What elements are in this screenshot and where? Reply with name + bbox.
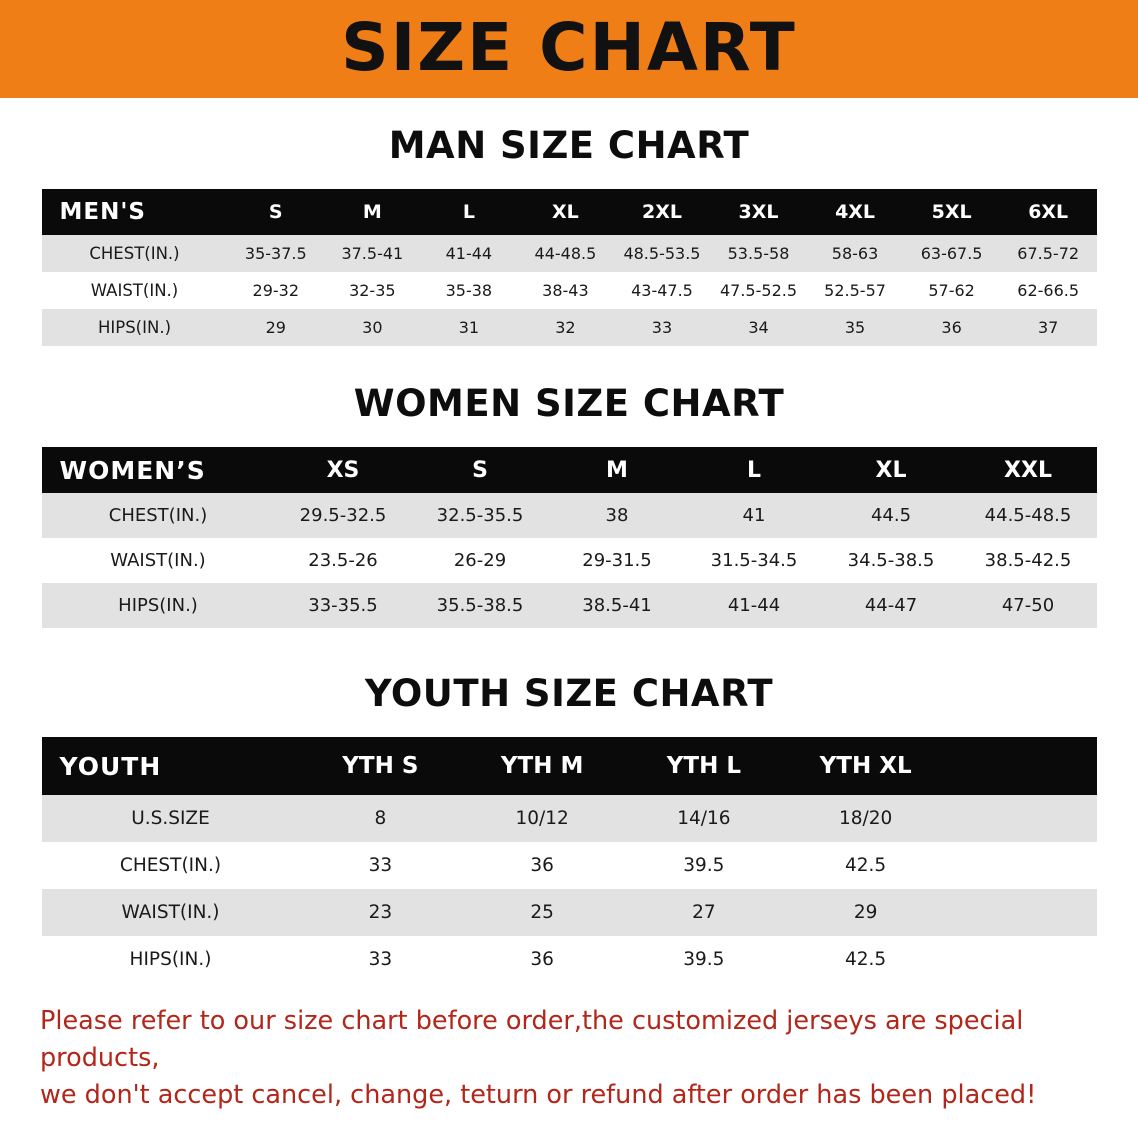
notice-line-2: we don't accept cancel, change, teturn or refund after order has been placed! bbox=[40, 1079, 1037, 1110]
youth-row-0-label: U.S.SIZE bbox=[131, 808, 210, 829]
table-row bbox=[42, 235, 1097, 272]
man-cell-0-1: 37.5-41 bbox=[341, 244, 404, 263]
table-row bbox=[42, 493, 1097, 538]
youth-cell-0-2: 14/16 bbox=[677, 808, 731, 829]
youth-section-title: YOUTH SIZE CHART bbox=[364, 672, 774, 715]
women-chart-wrap bbox=[0, 425, 1138, 628]
table-header-row bbox=[42, 737, 1097, 795]
youth-col-spacer bbox=[947, 737, 1097, 795]
women-cell-2-0: 33-35.5 bbox=[308, 595, 378, 616]
man-row-1-label: WAIST(IN.) bbox=[90, 281, 179, 300]
man-cell-1-4: 43-47.5 bbox=[631, 281, 693, 300]
page-title: SIZE CHART bbox=[341, 9, 797, 86]
women-row-1-label: WAIST(IN.) bbox=[110, 550, 206, 571]
women-col-0: XS bbox=[275, 447, 412, 493]
youth-col-2: YTH L bbox=[623, 737, 785, 795]
women-size-table bbox=[42, 447, 1097, 628]
women-col-2: M bbox=[549, 447, 686, 493]
youth-cell-2-1: 25 bbox=[530, 902, 554, 923]
youth-cell-1-0: 33 bbox=[368, 855, 393, 876]
youth-row-1-label: CHEST(IN.) bbox=[119, 855, 222, 876]
table-row bbox=[42, 842, 1097, 889]
women-cell-0-4: 44.5 bbox=[870, 505, 912, 526]
youth-cell-1-spacer bbox=[947, 842, 1097, 889]
table-header-row bbox=[42, 447, 1097, 493]
women-cell-2-5: 47-50 bbox=[1001, 595, 1055, 616]
youth-cell-3-0: 33 bbox=[368, 949, 393, 970]
man-cell-2-6: 35 bbox=[844, 318, 866, 337]
youth-cell-2-spacer bbox=[947, 889, 1097, 936]
man-size-table bbox=[42, 189, 1097, 346]
youth-cell-1-3: 42.5 bbox=[845, 855, 887, 876]
women-cell-2-4: 44-47 bbox=[864, 595, 918, 616]
women-col-3: L bbox=[686, 447, 823, 493]
man-corner-label: MEN'S bbox=[42, 189, 228, 235]
man-cell-0-6: 58-63 bbox=[831, 244, 879, 263]
youth-cell-3-spacer bbox=[947, 936, 1097, 983]
man-cell-0-8: 67.5-72 bbox=[1017, 244, 1080, 263]
women-cell-1-3: 31.5-34.5 bbox=[710, 550, 798, 571]
man-cell-2-4: 33 bbox=[651, 318, 673, 337]
youth-cell-3-2: 39.5 bbox=[683, 949, 725, 970]
women-cell-0-2: 38 bbox=[605, 505, 629, 526]
man-col-1: M bbox=[324, 189, 421, 235]
women-col-4: XL bbox=[823, 447, 960, 493]
youth-cell-0-1: 10/12 bbox=[515, 808, 569, 829]
women-corner-label: WOMEN’S bbox=[42, 447, 275, 493]
women-cell-0-1: 32.5-35.5 bbox=[436, 505, 524, 526]
man-cell-1-2: 35-38 bbox=[445, 281, 493, 300]
man-col-8: 6XL bbox=[1000, 189, 1097, 235]
man-cell-2-5: 34 bbox=[748, 318, 769, 337]
youth-col-3: YTH XL bbox=[785, 737, 947, 795]
man-chart-wrap bbox=[0, 167, 1138, 346]
man-table-body bbox=[42, 235, 1097, 346]
man-cell-2-3: 32 bbox=[555, 318, 576, 337]
women-row-2-label: HIPS(IN.) bbox=[118, 595, 198, 616]
youth-row-2-label: WAIST(IN.) bbox=[121, 902, 220, 923]
youth-cell-2-0: 23 bbox=[368, 902, 393, 923]
man-cell-0-7: 63-67.5 bbox=[920, 244, 983, 263]
table-row bbox=[42, 889, 1097, 936]
women-cell-1-1: 26-29 bbox=[453, 550, 507, 571]
youth-cell-1-2: 39.5 bbox=[683, 855, 725, 876]
women-cell-2-1: 35.5-38.5 bbox=[436, 595, 524, 616]
man-cell-2-7: 36 bbox=[941, 318, 962, 337]
man-col-0: S bbox=[228, 189, 325, 235]
notice-line-1: Please refer to our size chart before order,the customized jerseys are special products, bbox=[40, 1006, 1024, 1073]
women-cell-1-4: 34.5-38.5 bbox=[847, 550, 935, 571]
youth-cell-2-3: 29 bbox=[853, 902, 878, 923]
man-col-5: 3XL bbox=[710, 189, 807, 235]
man-cell-1-0: 29-32 bbox=[252, 281, 300, 300]
youth-table-head bbox=[42, 737, 1097, 795]
table-row bbox=[42, 309, 1097, 346]
man-cell-0-5: 53.5-58 bbox=[727, 244, 790, 263]
women-section-title: WOMEN SIZE CHART bbox=[353, 382, 785, 425]
table-header-row bbox=[42, 189, 1097, 235]
women-cell-2-3: 41-44 bbox=[727, 595, 781, 616]
table-row bbox=[42, 538, 1097, 583]
man-cell-2-0: 29 bbox=[265, 318, 286, 337]
man-section-title: MAN SIZE CHART bbox=[388, 124, 750, 167]
man-cell-2-1: 30 bbox=[362, 318, 383, 337]
youth-size-table bbox=[42, 737, 1097, 983]
youth-cell-0-3: 18/20 bbox=[838, 808, 893, 829]
women-cell-0-0: 29.5-32.5 bbox=[299, 505, 387, 526]
women-cell-1-5: 38.5-42.5 bbox=[984, 550, 1072, 571]
women-cell-1-0: 23.5-26 bbox=[308, 550, 378, 571]
youth-table-body bbox=[42, 795, 1097, 983]
man-cell-1-1: 32-35 bbox=[349, 281, 396, 300]
women-table-body bbox=[42, 493, 1097, 628]
man-cell-0-4: 48.5-53.5 bbox=[623, 244, 701, 263]
youth-cell-3-1: 36 bbox=[530, 949, 554, 970]
table-row bbox=[42, 795, 1097, 842]
youth-cell-1-1: 36 bbox=[530, 855, 554, 876]
youth-cell-2-2: 27 bbox=[692, 902, 716, 923]
man-col-3: XL bbox=[517, 189, 614, 235]
size-chart-notice bbox=[40, 1003, 1098, 1114]
women-col-1: S bbox=[412, 447, 549, 493]
man-cell-1-8: 62-66.5 bbox=[1017, 281, 1080, 300]
man-row-2-label: HIPS(IN.) bbox=[97, 318, 172, 337]
youth-cell-0-0: 8 bbox=[374, 808, 387, 829]
women-cell-0-5: 44.5-48.5 bbox=[984, 505, 1072, 526]
man-cell-0-3: 44-48.5 bbox=[534, 244, 597, 263]
man-cell-0-0: 35-37.5 bbox=[244, 244, 307, 263]
youth-col-1: YTH M bbox=[461, 737, 623, 795]
man-cell-1-7: 57-62 bbox=[928, 281, 975, 300]
women-row-0-label: CHEST(IN.) bbox=[108, 505, 208, 526]
man-col-2: L bbox=[421, 189, 518, 235]
man-col-6: 4XL bbox=[807, 189, 904, 235]
youth-cell-3-3: 42.5 bbox=[845, 949, 887, 970]
man-col-7: 5XL bbox=[903, 189, 1000, 235]
youth-row-3-label: HIPS(IN.) bbox=[129, 949, 212, 970]
man-cell-1-3: 38-43 bbox=[542, 281, 589, 300]
women-cell-0-3: 41 bbox=[742, 505, 766, 526]
man-cell-1-5: 47.5-52.5 bbox=[719, 281, 798, 300]
youth-corner-label: YOUTH bbox=[42, 737, 300, 795]
man-cell-2-8: 37 bbox=[1038, 318, 1059, 337]
man-cell-2-2: 31 bbox=[458, 318, 480, 337]
youth-col-0: YTH S bbox=[300, 737, 462, 795]
women-col-5: XXL bbox=[960, 447, 1097, 493]
man-table-head bbox=[42, 189, 1097, 235]
women-cell-1-2: 29-31.5 bbox=[582, 550, 652, 571]
table-row bbox=[42, 936, 1097, 983]
women-table-head bbox=[42, 447, 1097, 493]
man-cell-0-2: 41-44 bbox=[445, 244, 493, 263]
youth-cell-0-spacer bbox=[947, 795, 1097, 842]
man-row-0-label: CHEST(IN.) bbox=[89, 244, 180, 263]
youth-chart-wrap bbox=[0, 715, 1138, 983]
women-cell-2-2: 38.5-41 bbox=[582, 595, 652, 616]
table-row bbox=[42, 583, 1097, 628]
man-cell-1-6: 52.5-57 bbox=[824, 281, 886, 300]
page-banner bbox=[0, 0, 1138, 98]
man-col-4: 2XL bbox=[614, 189, 711, 235]
table-row bbox=[42, 272, 1097, 309]
